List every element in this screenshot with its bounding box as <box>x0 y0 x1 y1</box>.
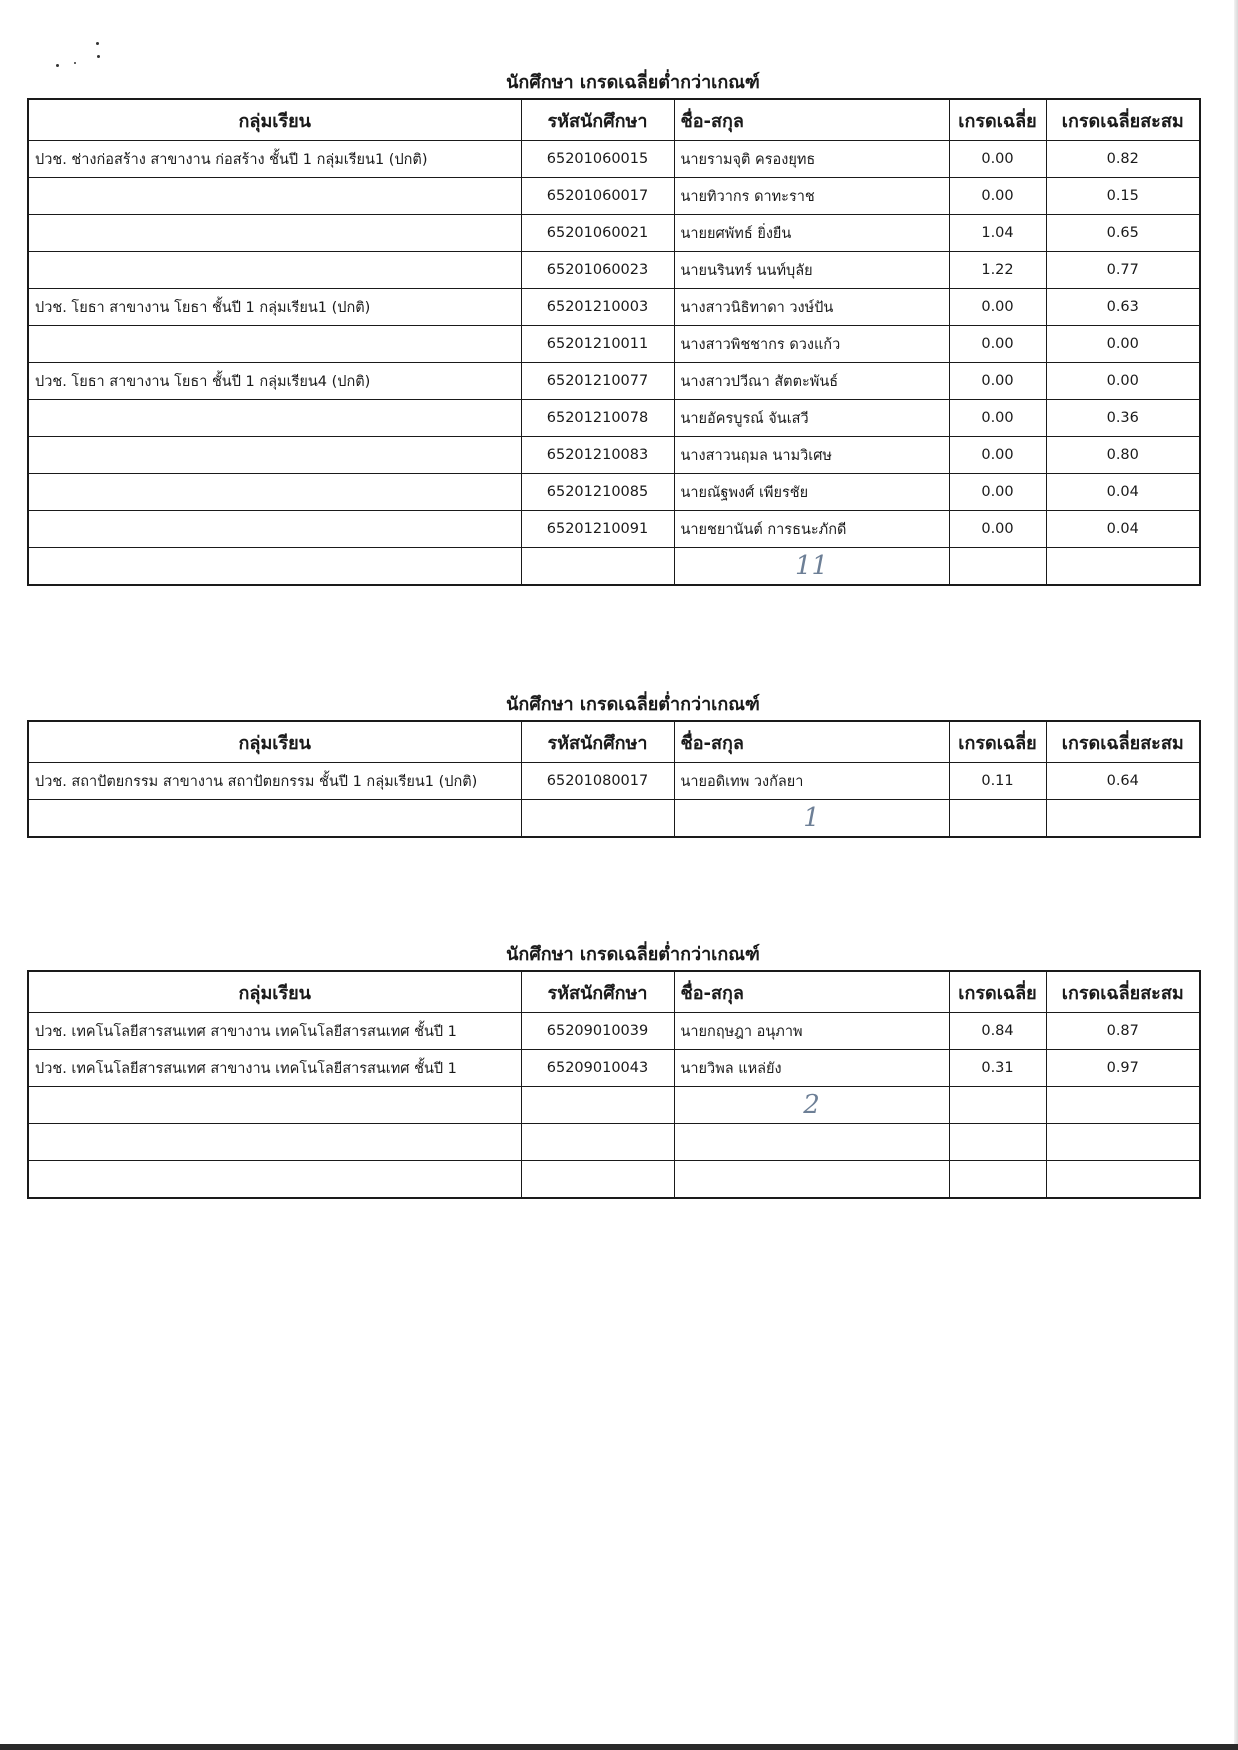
table-row <box>28 215 1200 252</box>
section-title: นักศึกษา เกรดเฉลี่ยต่ำกว่าเกณฑ์ <box>506 72 760 93</box>
handwritten-count <box>674 1087 949 1124</box>
header-cgpa: เกรดเฉลี่ยสะสม <box>1046 99 1200 141</box>
cell-group <box>28 400 521 437</box>
cell-student-id: 65201210091 <box>521 511 674 548</box>
cell-group <box>28 326 521 363</box>
header-student-id: รหัสนักศึกษา <box>521 99 674 141</box>
cell-group: ปวช. ช่างก่อสร้าง สาขางาน ก่อสร้าง ชั้นปี 1 กลุ่มเรียน1 (ปกติ) <box>28 141 521 178</box>
header-name: ชื่อ-สกุล <box>674 721 949 763</box>
table-row <box>28 1013 1200 1050</box>
header-name: ชื่อ-สกุล <box>674 971 949 1013</box>
cell-name: นายณัฐพงศ์ เพียรชัย <box>674 474 949 511</box>
cell-cgpa: 0.15 <box>1046 178 1200 215</box>
header-group: กลุ่มเรียน <box>28 971 521 1013</box>
cell-cgpa: 0.04 <box>1046 511 1200 548</box>
cell-gpa: 0.84 <box>949 1013 1046 1050</box>
cell-cgpa: 0.00 <box>1046 326 1200 363</box>
table-row <box>28 763 1200 800</box>
cell-cgpa: 0.97 <box>1046 1050 1200 1087</box>
empty-cell <box>28 1087 521 1124</box>
cell-gpa: 0.00 <box>949 511 1046 548</box>
header-row <box>28 721 1200 763</box>
empty-cell <box>521 1087 674 1124</box>
empty-cell <box>1046 1161 1200 1199</box>
cell-student-id: 65201060021 <box>521 215 674 252</box>
cell-gpa: 0.00 <box>949 326 1046 363</box>
cell-cgpa: 0.77 <box>1046 252 1200 289</box>
blank-row <box>28 1161 1200 1199</box>
cell-cgpa: 0.36 <box>1046 400 1200 437</box>
header-gpa: เกรดเฉลี่ย <box>949 721 1046 763</box>
table-row <box>28 363 1200 400</box>
count-row <box>28 548 1200 586</box>
section-title: นักศึกษา เกรดเฉลี่ยต่ำกว่าเกณฑ์ <box>506 944 760 965</box>
section-1 <box>27 68 1199 586</box>
cell-name: นายนรินทร์ นนท์บุลัย <box>674 252 949 289</box>
header-row <box>28 99 1200 141</box>
low-gpa-table <box>27 720 1201 838</box>
empty-cell <box>521 548 674 586</box>
empty-cell <box>1046 800 1200 838</box>
cell-student-id: 65201210011 <box>521 326 674 363</box>
cell-name: นายอัครบูรณ์ จันเสวี <box>674 400 949 437</box>
empty-cell <box>521 1161 674 1199</box>
header-student-id: รหัสนักศึกษา <box>521 971 674 1013</box>
empty-cell <box>949 1087 1046 1124</box>
cell-student-id: 65201060017 <box>521 178 674 215</box>
cell-gpa: 0.00 <box>949 363 1046 400</box>
blank-row <box>28 1124 1200 1161</box>
cell-name: นางสาวปวีณา สัตตะพันธ์ <box>674 363 949 400</box>
header-group: กลุ่มเรียน <box>28 99 521 141</box>
count-row <box>28 1087 1200 1124</box>
cell-student-id: 65201210083 <box>521 437 674 474</box>
cell-student-id: 65209010043 <box>521 1050 674 1087</box>
low-gpa-table <box>27 98 1201 586</box>
cell-group <box>28 215 521 252</box>
empty-cell <box>521 1124 674 1161</box>
cell-group: ปวช. เทคโนโลยีสารสนเทศ สาขางาน เทคโนโลยีสารสนเทศ ชั้นปี 1 <box>28 1013 521 1050</box>
scan-specks <box>50 40 120 70</box>
table-row <box>28 178 1200 215</box>
cell-gpa: 0.00 <box>949 437 1046 474</box>
handwritten-count-value: 1 <box>803 803 820 833</box>
table-row <box>28 141 1200 178</box>
cell-cgpa: 0.00 <box>1046 363 1200 400</box>
cell-gpa: 0.00 <box>949 178 1046 215</box>
cell-name: นางสาวนิธิทาดา วงษ์ปัน <box>674 289 949 326</box>
header-gpa: เกรดเฉลี่ย <box>949 971 1046 1013</box>
empty-cell <box>28 1124 521 1161</box>
cell-group: ปวช. โยธา สาขางาน โยธา ชั้นปี 1 กลุ่มเรียน1 (ปกติ) <box>28 289 521 326</box>
cell-gpa: 0.00 <box>949 141 1046 178</box>
handwritten-count-value: 11 <box>794 551 829 581</box>
header-row <box>28 971 1200 1013</box>
cell-gpa: 0.00 <box>949 400 1046 437</box>
cell-student-id: 65201060015 <box>521 141 674 178</box>
header-cgpa: เกรดเฉลี่ยสะสม <box>1046 971 1200 1013</box>
cell-student-id: 65201210085 <box>521 474 674 511</box>
empty-cell <box>28 548 521 586</box>
empty-cell <box>28 800 521 838</box>
cell-name: นายทิวากร ดาทะราช <box>674 178 949 215</box>
cell-group: ปวช. เทคโนโลยีสารสนเทศ สาขางาน เทคโนโลยีสารสนเทศ ชั้นปี 1 <box>28 1050 521 1087</box>
cell-group <box>28 474 521 511</box>
cell-name: นายอดิเทพ วงกัลยา <box>674 763 949 800</box>
cell-student-id: 65201080017 <box>521 763 674 800</box>
cell-cgpa: 0.87 <box>1046 1013 1200 1050</box>
cell-cgpa: 0.04 <box>1046 474 1200 511</box>
empty-cell <box>1046 1124 1200 1161</box>
cell-name: นายชยานันต์ การธนะภักดี <box>674 511 949 548</box>
cell-cgpa: 0.63 <box>1046 289 1200 326</box>
table-row <box>28 326 1200 363</box>
cell-group <box>28 511 521 548</box>
empty-cell <box>949 1161 1046 1199</box>
cell-gpa: 0.31 <box>949 1050 1046 1087</box>
empty-cell <box>949 800 1046 838</box>
cell-group <box>28 178 521 215</box>
cell-student-id: 65201210003 <box>521 289 674 326</box>
cell-gpa: 1.22 <box>949 252 1046 289</box>
empty-cell <box>949 1124 1046 1161</box>
cell-cgpa: 0.80 <box>1046 437 1200 474</box>
table-row <box>28 1050 1200 1087</box>
cell-gpa: 0.00 <box>949 289 1046 326</box>
handwritten-count <box>674 548 949 586</box>
table-row <box>28 400 1200 437</box>
handwritten-count-value: 2 <box>803 1090 820 1120</box>
table-row <box>28 252 1200 289</box>
cell-group <box>28 437 521 474</box>
cell-name: นางสาวนฤมล นามวิเศษ <box>674 437 949 474</box>
table-row <box>28 437 1200 474</box>
section-title: นักศึกษา เกรดเฉลี่ยต่ำกว่าเกณฑ์ <box>506 694 760 715</box>
cell-gpa: 0.11 <box>949 763 1046 800</box>
cell-cgpa: 0.65 <box>1046 215 1200 252</box>
scan-bottom-border <box>0 1744 1238 1750</box>
empty-cell <box>1046 548 1200 586</box>
header-group: กลุ่มเรียน <box>28 721 521 763</box>
cell-student-id: 65201210078 <box>521 400 674 437</box>
section-3 <box>27 940 1199 1199</box>
cell-group: ปวช. สถาปัตยกรรม สาขางาน สถาปัตยกรรม ชั้นปี 1 กลุ่มเรียน1 (ปกติ) <box>28 763 521 800</box>
cell-name: นายยศพัทธ์ ยิ่งยืน <box>674 215 949 252</box>
empty-cell <box>674 1161 949 1199</box>
cell-student-id: 65209010039 <box>521 1013 674 1050</box>
count-row <box>28 800 1200 838</box>
cell-cgpa: 0.64 <box>1046 763 1200 800</box>
handwritten-count <box>674 800 949 838</box>
empty-cell <box>674 1124 949 1161</box>
section-2 <box>27 690 1199 838</box>
empty-cell <box>949 548 1046 586</box>
empty-cell <box>28 1161 521 1199</box>
cell-name: นายวิพล แหล่ยัง <box>674 1050 949 1087</box>
page-edge-shadow <box>1234 0 1238 1750</box>
cell-gpa: 1.04 <box>949 215 1046 252</box>
table-row <box>28 511 1200 548</box>
cell-gpa: 0.00 <box>949 474 1046 511</box>
cell-name: นายกฤษฎา อนุภาพ <box>674 1013 949 1050</box>
empty-cell <box>521 800 674 838</box>
cell-group <box>28 252 521 289</box>
cell-name: นางสาวพิชชากร ดวงแก้ว <box>674 326 949 363</box>
empty-cell <box>1046 1087 1200 1124</box>
cell-group: ปวช. โยธา สาขางาน โยธา ชั้นปี 1 กลุ่มเรียน4 (ปกติ) <box>28 363 521 400</box>
cell-cgpa: 0.82 <box>1046 141 1200 178</box>
low-gpa-table <box>27 970 1201 1199</box>
cell-student-id: 65201210077 <box>521 363 674 400</box>
table-row <box>28 289 1200 326</box>
table-row <box>28 474 1200 511</box>
header-cgpa: เกรดเฉลี่ยสะสม <box>1046 721 1200 763</box>
header-name: ชื่อ-สกุล <box>674 99 949 141</box>
header-gpa: เกรดเฉลี่ย <box>949 99 1046 141</box>
cell-name: นายรามจุติ ครองยุทธ <box>674 141 949 178</box>
cell-student-id: 65201060023 <box>521 252 674 289</box>
header-student-id: รหัสนักศึกษา <box>521 721 674 763</box>
